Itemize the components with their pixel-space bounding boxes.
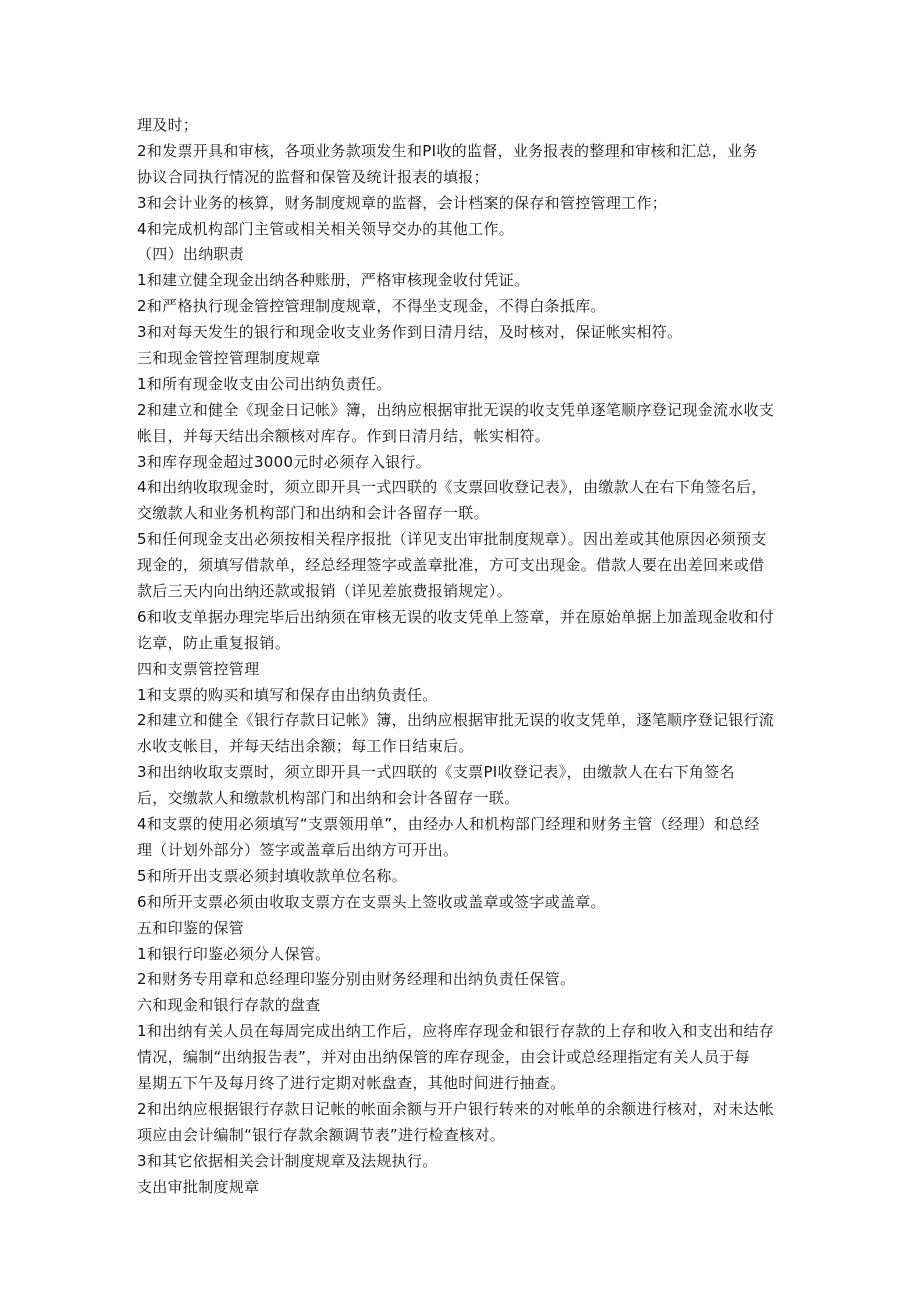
text-line: 现金的，须填写借款单，经总经理签字或盖章批准，方可支出现金。借款人要在出差回来或借 xyxy=(137,556,765,575)
text-line: 情况，编制“出纳报告表”，并对由出纳保管的库存现金，由会计或总经理指定有关人员于每 xyxy=(137,1048,750,1067)
text-line: 2和严格执行现金管控管理制度规章，不得坐支现金，不得白条抵库。 xyxy=(137,297,606,316)
text-line: 1和所有现金收支由公司出纳负责任。 xyxy=(137,374,392,393)
text-line: 5和任何现金支出必须按相关程序报批（详见支出审批制度规章）。因出差或其他原因必须预支 xyxy=(137,530,767,549)
text-line: 支出审批制度规章 xyxy=(137,1177,260,1196)
text-line: 6和所开支票必须由收取支票方在支票头上签收或盖章或签字或盖章。 xyxy=(137,892,606,911)
text-line: 3和库存现金超过3000元时必须存入银行。 xyxy=(137,452,432,471)
text-line: 款后三天内向出纳还款或报销（详见差旅费报销规定）。 xyxy=(137,582,513,601)
text-line: 6和收支单据办理完毕后出纳须在审核无误的收支凭单上签章，并在原始单据上加盖现金收和付 xyxy=(137,607,775,626)
text-line: 理及时； xyxy=(137,116,199,134)
text-line: 1和银行印鉴必须分人保管。 xyxy=(137,944,331,963)
text-line: 1和建立健全现金出纳各种账册，严格审核现金收付凭证。 xyxy=(137,271,530,290)
text-line: 2和建立和健全《现金日记帐》簿，出纳应根据审批无误的收支凭单逐笔顺序登记现金流水收支 xyxy=(137,400,775,419)
text-line: 1和支票的购买和填写和保存由出纳负责任。 xyxy=(137,685,438,704)
text-line: 交缴款人和业务机构部门和出纳和会计各留存一联。 xyxy=(137,504,489,523)
text-line: 理（计划外部分）签字或盖章后出纳方可开出。 xyxy=(137,840,459,859)
text-line: 2和出纳应根据银行存款日记帐的帐面余额与开户银行转来的对帐单的余额进行核对，对未达帐 xyxy=(137,1099,775,1118)
text-line: （四）出纳职责 xyxy=(137,245,245,264)
text-line: 4和支票的使用必须填写“支票领用单”，由经办人和机构部门经理和财务主管（经理）和总经 xyxy=(137,815,760,834)
text-line: 六和现金和银行存款的盘查 xyxy=(137,996,321,1015)
text-line: 星期五下午及每月终了进行定期对帐盘查，其他时间进行抽查。 xyxy=(137,1073,566,1092)
text-line: 项应由会计编制“银行存款余额调节表”进行检查核对。 xyxy=(137,1125,506,1144)
text-line: 2和建立和健全《银行存款日记帐》簿，出纳应根据审批无误的收支凭单，逐笔顺序登记银行流 xyxy=(137,711,775,730)
text-line: 讫章，防止重复报销。 xyxy=(137,633,291,652)
text-line: 三和现金管控管理制度规章 xyxy=(137,349,321,368)
text-line: 四和支票管控管理 xyxy=(137,659,260,678)
text-line: 4和出纳收取现金时，须立即开具一式四联的《支票回收登记表》，由缴款人在右下角签名后， xyxy=(137,478,767,497)
text-line: 3和其它依据相关会计制度规章及法规执行。 xyxy=(137,1151,438,1170)
text-line: 五和印鉴的保管 xyxy=(137,918,245,937)
text-line: 5和所开出支票必须封填收款单位名称。 xyxy=(137,866,407,885)
text-line: 4和完成机构部门主管或相关相关领导交办的其他工作。 xyxy=(137,219,515,238)
text-line: 2和财务专用章和总经理印鉴分别由财务经理和出纳负责任保管。 xyxy=(137,970,576,989)
text-line: 2和发票开具和审核，各项业务款项发生和PI收的监督，业务报表的整理和审核和汇总，业务 xyxy=(137,141,758,160)
text-line: 后，交缴款人和缴款机构部门和出纳和会计各留存一联。 xyxy=(137,789,520,808)
text-line: 协议合同执行情况的监督和保管及统计报表的填报； xyxy=(137,167,489,186)
text-line: 1和出纳有关人员在每周完成出纳工作后，应将库存现金和银行存款的上存和收入和支出和结存 xyxy=(137,1022,775,1041)
text-line: 3和对每天发生的银行和现金收支业务作到日清月结，及时核对，保证帐实相符。 xyxy=(137,323,683,342)
text-line: 帐目，并每天结出余额核对库存。作到日清月结，帐实相符。 xyxy=(137,426,551,445)
text-line: 3和出纳收取支票时，须立即开具一式四联的《支票PI收登记表》，由缴款人在右下角签名 xyxy=(137,763,735,782)
text-line: 3和会计业务的核算，财务制度规章的监督，会计档案的保存和管控管理工作； xyxy=(137,193,668,212)
text-line: 水收支帐目，并每天结出余额；每工作日结束后。 xyxy=(137,737,474,756)
